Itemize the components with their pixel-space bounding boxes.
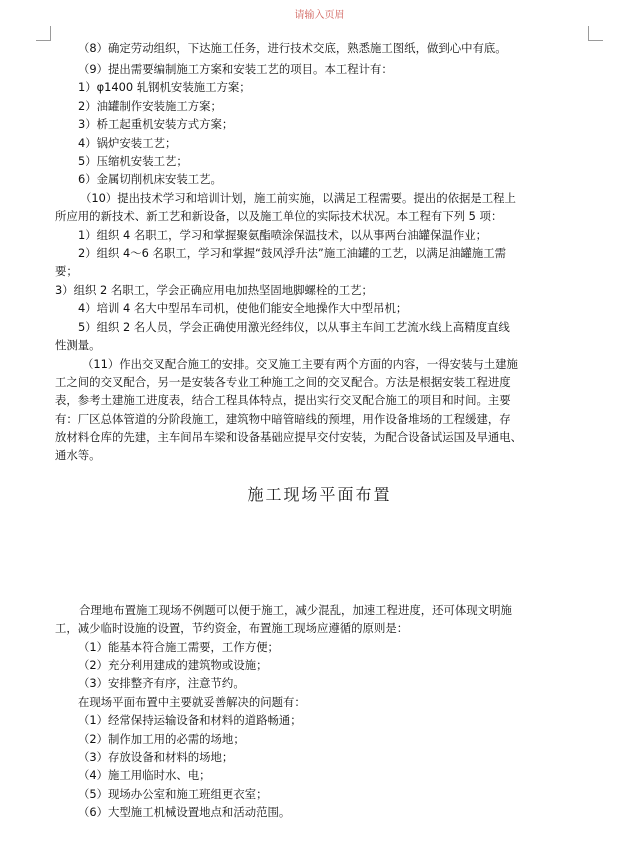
- paragraph-line: 工，减少临时设施的设置，节约资金，布置施工现场应遵循的原则是：: [55, 621, 409, 635]
- list-item: （1）经常保持运输设备和材料的道路畅通；: [78, 713, 302, 727]
- section-heading: 施工现场平面布置: [247, 485, 392, 504]
- list-item: 3）组织 2 名职工，学会正确应用电加热坚固地脚螺栓的工艺；: [55, 283, 373, 297]
- paragraph-line: （8）确定劳动组织，下达施工任务，进行技术交底，熟悉施工图纸，做到心中有底。: [78, 41, 507, 55]
- crop-mark-top-right: [588, 26, 603, 41]
- paragraph-line: 性测量。: [55, 338, 101, 352]
- paragraph-line: 所应用的新技术、新工艺和新设备，以及施工单位的实际技术状况。本工程有下列 5 项：: [55, 209, 503, 223]
- list-item: （2）充分利用建成的建筑物或设施；: [78, 658, 268, 672]
- list-item: （3）安排整齐有序，注意节约。: [78, 676, 245, 690]
- crop-mark-top-left: [36, 26, 51, 41]
- list-item: （3）存放设备和材料的场地；: [78, 750, 234, 764]
- list-item: 2）油罐制作安装施工方案；: [78, 99, 222, 113]
- list-item: 4）培训 4 名大中型吊车司机，使他们能安全地操作大中型吊机；: [78, 301, 408, 315]
- page-header-placeholder[interactable]: 请输入页眉: [294, 10, 345, 21]
- list-item: 5）压缩机安装工艺；: [78, 154, 188, 168]
- list-item: （2）制作加工用的必需的场地；: [78, 732, 245, 746]
- list-item: （4）施工用临时水、电；: [78, 768, 211, 782]
- list-item: （1）能基本符合施工需要，工作方便；: [78, 640, 279, 654]
- paragraph-line: （10）提出技术学习和培训计划，施工前实施，以满足工程需要。提出的依据是工程上: [80, 191, 516, 205]
- paragraph-line: 工之间的交叉配合，另一是安装各专业工种施工之间的交叉配合。方法是根据安装工程进度: [55, 375, 511, 389]
- list-item: 1）组织 4 名职工，学习和掌握聚氨酯喷涂保温技术，以从事两台油罐保温作业；: [78, 228, 488, 242]
- paragraph-line: 表，参考土建施工进度表，结合工程具体特点，提出实行交叉配合施工的项目和时间。主要: [55, 393, 511, 407]
- list-item: 1）φ1400 轧钢机安装施工方案；: [78, 80, 251, 94]
- paragraph-line: 要；: [55, 264, 78, 278]
- list-item: （6）大型施工机械设置地点和活动范围。: [78, 805, 291, 819]
- list-item: 3）桥工起重机安装方式方案；: [78, 117, 234, 131]
- list-item: 6）金属切削机床安装工艺。: [78, 172, 222, 186]
- list-item: （5）现场办公室和施工班组更衣室；: [78, 787, 268, 801]
- paragraph-line: （9）提出需要编制施工方案和安装工艺的项目。本工程计有：: [78, 62, 393, 76]
- paragraph-line: （11）作出交叉配合施工的安排。交叉施工主要有两个方面的内容，一得安装与土建施: [82, 357, 518, 371]
- paragraph-line: 通水等。: [55, 448, 101, 462]
- list-item: 4）锅炉安装工艺；: [78, 136, 177, 150]
- paragraph-line: 放材料仓库的先建，主车间吊车梁和设备基础应提早交付安装，为配合设备试运国及早通电、: [55, 430, 523, 444]
- list-item: 2）组织 4～6 名职工，学习和掌握“鼓风浮升法”施工油罐的工艺，以满足油罐施工需: [78, 246, 507, 260]
- paragraph-line: 有：厂区总体管道的分阶段施工，建筑物中暗管暗线的预埋，用作设备堆场的工程缓建，存: [55, 412, 511, 426]
- paragraph-line: 合理地布置施工现场不例题可以便于施工，减少混乱，加速工程进度，还可体现文明施: [79, 603, 512, 617]
- list-item: 5）组织 2 名人员，学会正确使用激光经纬仪，以从事主车间工艺流水线上高精度直线: [78, 320, 510, 334]
- paragraph-line: 在现场平面布置中主要就妥善解决的问题有：: [78, 695, 306, 709]
